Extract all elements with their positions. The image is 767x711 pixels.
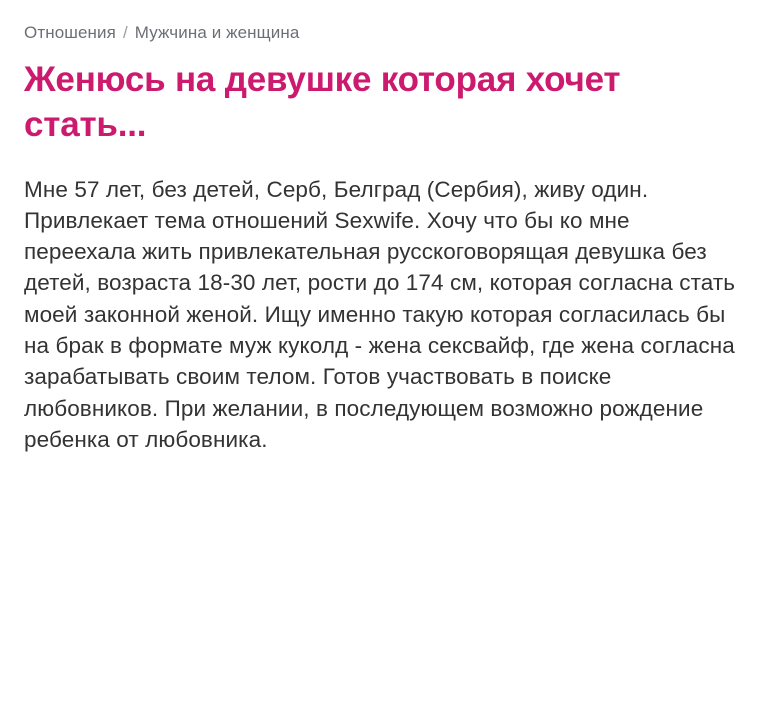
breadcrumb-item-man-and-woman[interactable]: Мужчина и женщина xyxy=(134,23,300,42)
article-paragraph: Мне 57 лет, без детей, Серб, Белград (Сербия), живу один. Привлекает тема отношений Sexwife. Хочу что бы ко мне переехала жить привлекательная русскоговорящая девушка без детей, возраста 18-30 лет, рости до 174 см, которая согласна стать моей законной женой. Ищу именно такую которая согласилась бы на брак в формате муж куколд - жена сексвайф, где жена согласна зарабатывать своим телом. Готов участвовать в поиске любовников. При желании, в последующем возможно рождение ребенка от любовника. xyxy=(24,176,736,452)
breadcrumb xyxy=(24,22,743,44)
article-body xyxy=(24,174,736,455)
breadcrumb-separator: / xyxy=(122,23,128,42)
page-title: Женюсь на девушке которая хочет стать... xyxy=(24,60,621,144)
breadcrumb-item-relationships[interactable]: Отношения xyxy=(24,23,116,42)
